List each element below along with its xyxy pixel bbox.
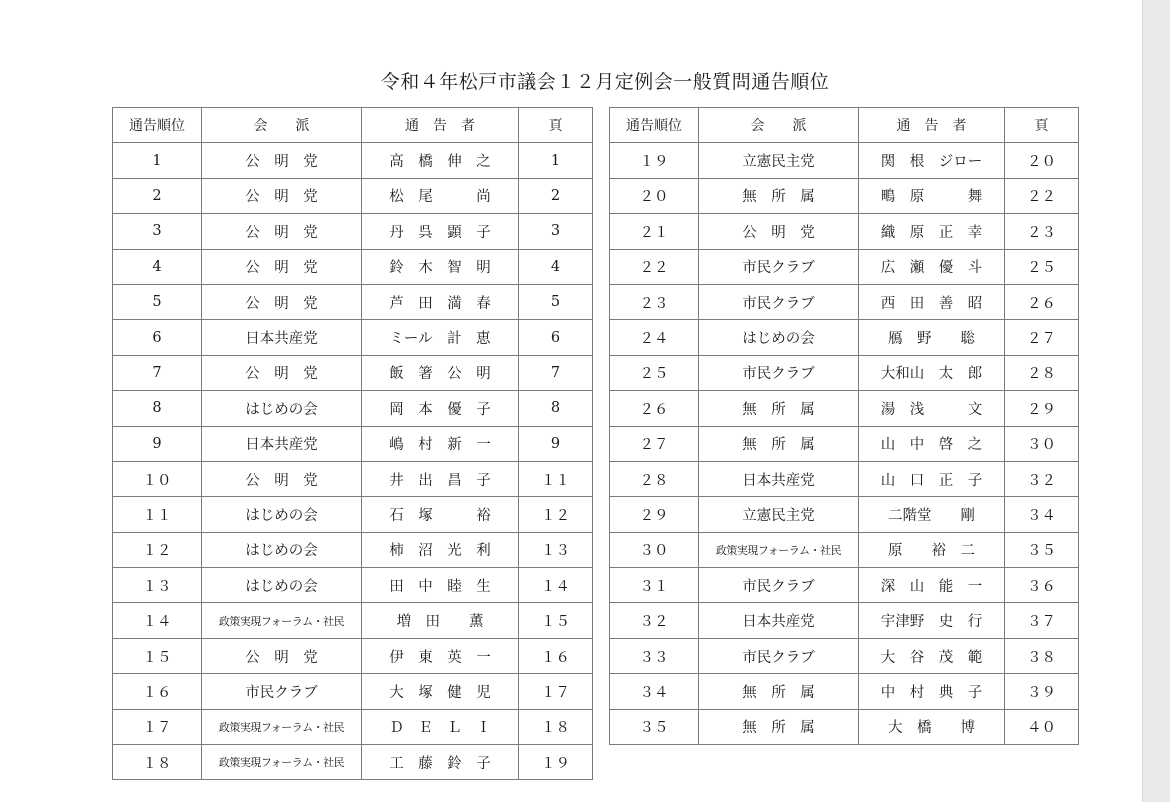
- table-row: [113, 178, 593, 213]
- rank-cell: ２１: [610, 214, 699, 249]
- rank-cell: １９: [610, 143, 699, 178]
- speaker-cell: 宇津野 史 行: [859, 603, 1005, 638]
- speaker-cell: 柿 沼 光 利: [362, 532, 519, 567]
- table-row: [610, 143, 1079, 178]
- table-row: [610, 426, 1079, 461]
- table-row: [610, 391, 1079, 426]
- table-row: [610, 178, 1079, 213]
- table-row: [610, 603, 1079, 638]
- rank-cell: ２６: [610, 391, 699, 426]
- table-row: [113, 426, 593, 461]
- speaker-cell: 山 中 啓 之: [859, 426, 1005, 461]
- page-cell: ３４: [1005, 497, 1079, 532]
- rank-cell: ３３: [610, 638, 699, 673]
- speaker-cell: 関 根 ジロー: [859, 143, 1005, 178]
- header-page: 頁: [519, 108, 593, 143]
- rank-cell: １０: [113, 461, 202, 496]
- table-row: [610, 355, 1079, 390]
- question-order-table-left: [112, 107, 593, 780]
- page-cell: 2: [519, 178, 593, 213]
- rank-cell: ３５: [610, 709, 699, 744]
- table-header-row: [113, 108, 593, 143]
- rank-cell: 7: [113, 355, 202, 390]
- page-cell: １２: [519, 497, 593, 532]
- table-row: [610, 709, 1079, 744]
- table-row: [610, 568, 1079, 603]
- page-cell: ２８: [1005, 355, 1079, 390]
- page-cell: 4: [519, 249, 593, 284]
- party-cell: 無 所 属: [699, 674, 859, 709]
- speaker-cell: 鴈 野 聡: [859, 320, 1005, 355]
- rank-cell: ２０: [610, 178, 699, 213]
- party-cell: 政策実現フォーラム・社民: [202, 709, 362, 744]
- page-cell: 1: [519, 143, 593, 178]
- page-cell: ２５: [1005, 249, 1079, 284]
- page-cell: 8: [519, 391, 593, 426]
- party-cell: 市民クラブ: [699, 355, 859, 390]
- party-cell: 市民クラブ: [202, 674, 362, 709]
- party-cell: はじめの会: [202, 568, 362, 603]
- table-row: [113, 638, 593, 673]
- party-cell: 公 明 党: [202, 214, 362, 249]
- rank-cell: ２３: [610, 284, 699, 319]
- party-cell: 政策実現フォーラム・社民: [699, 532, 859, 567]
- rank-cell: 2: [113, 178, 202, 213]
- speaker-cell: 深 山 能 一: [859, 568, 1005, 603]
- rank-cell: 4: [113, 249, 202, 284]
- question-order-table-right: [609, 107, 1079, 745]
- party-cell: はじめの会: [202, 497, 362, 532]
- rank-cell: ２２: [610, 249, 699, 284]
- page-cell: １６: [519, 638, 593, 673]
- page-cell: ３２: [1005, 461, 1079, 496]
- party-cell: 公 明 党: [699, 214, 859, 249]
- page-cell: ３５: [1005, 532, 1079, 567]
- rank-cell: １６: [113, 674, 202, 709]
- table-row: [610, 532, 1079, 567]
- table-row: [113, 391, 593, 426]
- table-row: [113, 497, 593, 532]
- rank-cell: ３１: [610, 568, 699, 603]
- page-cell: 9: [519, 426, 593, 461]
- speaker-cell: 工 藤 鈴 子: [362, 745, 519, 780]
- speaker-cell: 丹 呉 顕 子: [362, 214, 519, 249]
- page-cell: ３６: [1005, 568, 1079, 603]
- page-cell: １８: [519, 709, 593, 744]
- speaker-cell: 西 田 善 昭: [859, 284, 1005, 319]
- speaker-cell: 飯 箸 公 明: [362, 355, 519, 390]
- party-cell: 公 明 党: [202, 143, 362, 178]
- table-row: [610, 249, 1079, 284]
- party-cell: 市民クラブ: [699, 638, 859, 673]
- party-cell: 公 明 党: [202, 355, 362, 390]
- page-cell: 6: [519, 320, 593, 355]
- table-row: [610, 320, 1079, 355]
- rank-cell: ３２: [610, 603, 699, 638]
- rank-cell: １４: [113, 603, 202, 638]
- page-cell: ２２: [1005, 178, 1079, 213]
- page-cell: １３: [519, 532, 593, 567]
- page-cell: ２０: [1005, 143, 1079, 178]
- table-row: [113, 320, 593, 355]
- table-row: [610, 674, 1079, 709]
- header-party: 会 派: [699, 108, 859, 143]
- speaker-cell: 大 橋 博: [859, 709, 1005, 744]
- page-cell: ２９: [1005, 391, 1079, 426]
- table-row: [113, 568, 593, 603]
- speaker-cell: 大 谷 茂 範: [859, 638, 1005, 673]
- table-row: [113, 214, 593, 249]
- party-cell: はじめの会: [202, 391, 362, 426]
- party-cell: 無 所 属: [699, 391, 859, 426]
- header-speaker: 通 告 者: [859, 108, 1005, 143]
- party-cell: 市民クラブ: [699, 568, 859, 603]
- speaker-cell: 松 尾 尚: [362, 178, 519, 213]
- speaker-cell: 鈴 木 智 明: [362, 249, 519, 284]
- speaker-cell: ミール 計 恵: [362, 320, 519, 355]
- table-row: [113, 709, 593, 744]
- page-cell: ３０: [1005, 426, 1079, 461]
- rank-cell: 3: [113, 214, 202, 249]
- party-cell: 立憲民主党: [699, 497, 859, 532]
- rank-cell: ２７: [610, 426, 699, 461]
- table-row: [113, 532, 593, 567]
- table-row: [113, 284, 593, 319]
- page-cell: ３７: [1005, 603, 1079, 638]
- rank-cell: ３０: [610, 532, 699, 567]
- party-cell: 日本共産党: [202, 320, 362, 355]
- page-cell: １５: [519, 603, 593, 638]
- rank-cell: １１: [113, 497, 202, 532]
- speaker-cell: 二階堂 剛: [859, 497, 1005, 532]
- header-page: 頁: [1005, 108, 1079, 143]
- rank-cell: 1: [113, 143, 202, 178]
- table-row: [113, 355, 593, 390]
- page-cell: ２３: [1005, 214, 1079, 249]
- party-cell: 日本共産党: [699, 461, 859, 496]
- party-cell: 公 明 党: [202, 461, 362, 496]
- speaker-cell: 大和山 太 郎: [859, 355, 1005, 390]
- speaker-cell: 井 出 昌 子: [362, 461, 519, 496]
- page-cell: ２７: [1005, 320, 1079, 355]
- rank-cell: １５: [113, 638, 202, 673]
- table-row: [610, 214, 1079, 249]
- table-row: [113, 461, 593, 496]
- rank-cell: ２８: [610, 461, 699, 496]
- rank-cell: ２５: [610, 355, 699, 390]
- speaker-cell: 伊 東 英 一: [362, 638, 519, 673]
- page-cell: 3: [519, 214, 593, 249]
- party-cell: はじめの会: [202, 532, 362, 567]
- header-rank: 通告順位: [113, 108, 202, 143]
- page-title: 令和４年松戸市議会１２月定例会一般質問通告順位: [380, 71, 830, 93]
- table-header-row: [610, 108, 1079, 143]
- speaker-cell: 広 瀬 優 斗: [859, 249, 1005, 284]
- rank-cell: ２９: [610, 497, 699, 532]
- page-cell: 5: [519, 284, 593, 319]
- party-cell: 市民クラブ: [699, 249, 859, 284]
- table-row: [113, 249, 593, 284]
- rank-cell: ２４: [610, 320, 699, 355]
- party-cell: 公 明 党: [202, 178, 362, 213]
- party-cell: 無 所 属: [699, 426, 859, 461]
- header-party: 会 派: [202, 108, 362, 143]
- party-cell: 日本共産党: [699, 603, 859, 638]
- speaker-cell: 山 口 正 子: [859, 461, 1005, 496]
- page-cell: １７: [519, 674, 593, 709]
- speaker-cell: 湯 浅 文: [859, 391, 1005, 426]
- table-row: [610, 461, 1079, 496]
- party-cell: 市民クラブ: [699, 284, 859, 319]
- speaker-cell: 田 中 睦 生: [362, 568, 519, 603]
- header-rank: 通告順位: [610, 108, 699, 143]
- party-cell: 政策実現フォーラム・社民: [202, 603, 362, 638]
- rank-cell: 8: [113, 391, 202, 426]
- page-cell: ２６: [1005, 284, 1079, 319]
- page-cell: １４: [519, 568, 593, 603]
- speaker-cell: 高 橋 伸 之: [362, 143, 519, 178]
- party-cell: 無 所 属: [699, 709, 859, 744]
- rank-cell: １７: [113, 709, 202, 744]
- table-row: [113, 745, 593, 780]
- page-cell: １９: [519, 745, 593, 780]
- party-cell: 政策実現フォーラム・社民: [202, 745, 362, 780]
- table-row: [113, 674, 593, 709]
- rank-cell: 6: [113, 320, 202, 355]
- rank-cell: １８: [113, 745, 202, 780]
- party-cell: はじめの会: [699, 320, 859, 355]
- page-cell: １１: [519, 461, 593, 496]
- table-row: [113, 603, 593, 638]
- speaker-cell: 原 裕 二: [859, 532, 1005, 567]
- header-speaker: 通 告 者: [362, 108, 519, 143]
- party-cell: 日本共産党: [202, 426, 362, 461]
- speaker-cell: 増 田 薫: [362, 603, 519, 638]
- table-row: [610, 497, 1079, 532]
- speaker-cell: 織 原 正 幸: [859, 214, 1005, 249]
- speaker-cell: Ｄ Ｅ Ｌ Ｉ: [362, 709, 519, 744]
- speaker-cell: 芦 田 満 春: [362, 284, 519, 319]
- speaker-cell: 中 村 典 子: [859, 674, 1005, 709]
- party-cell: 無 所 属: [699, 178, 859, 213]
- page-cell: ３８: [1005, 638, 1079, 673]
- rank-cell: 9: [113, 426, 202, 461]
- party-cell: 公 明 党: [202, 284, 362, 319]
- speaker-cell: 大 塚 健 児: [362, 674, 519, 709]
- party-cell: 公 明 党: [202, 249, 362, 284]
- page-cell: ３９: [1005, 674, 1079, 709]
- speaker-cell: 鴫 原 舞: [859, 178, 1005, 213]
- speaker-cell: 岡 本 優 子: [362, 391, 519, 426]
- rank-cell: １３: [113, 568, 202, 603]
- table-row: [610, 284, 1079, 319]
- table-row: [610, 638, 1079, 673]
- rank-cell: 5: [113, 284, 202, 319]
- page-cell: 7: [519, 355, 593, 390]
- speaker-cell: 嶋 村 新 一: [362, 426, 519, 461]
- speaker-cell: 石 塚 裕: [362, 497, 519, 532]
- rank-cell: ３４: [610, 674, 699, 709]
- page-cell: ４０: [1005, 709, 1079, 744]
- table-row: [113, 143, 593, 178]
- party-cell: 公 明 党: [202, 638, 362, 673]
- party-cell: 立憲民主党: [699, 143, 859, 178]
- rank-cell: １２: [113, 532, 202, 567]
